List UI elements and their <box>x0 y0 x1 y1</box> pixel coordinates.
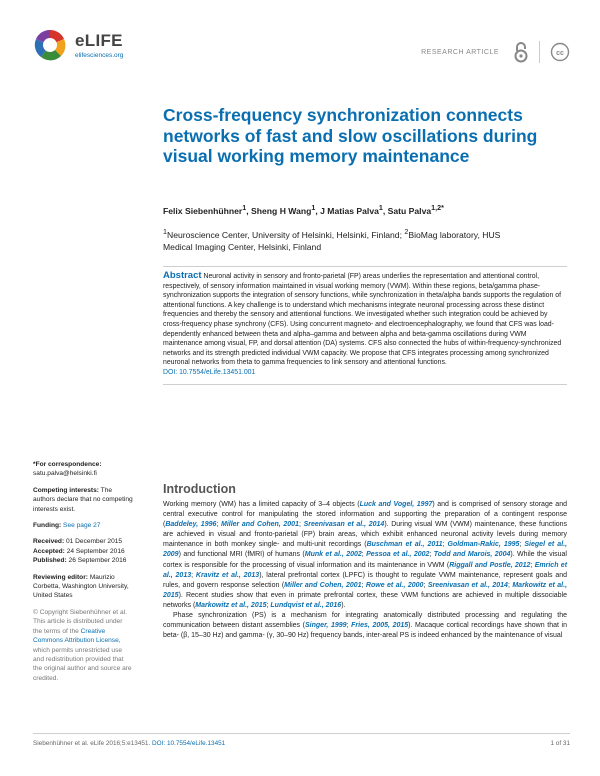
body-text: ; <box>519 541 525 549</box>
author-list: Felix Siebenhühner$^1$, Sheng H Wang$^1$, J Matias Palva$^1$, Satu Palva$^{1,2*}$ <box>163 204 444 216</box>
body-text: ; <box>298 521 304 529</box>
citation-link[interactable]: Riggall and Postle, 2012 <box>449 561 531 569</box>
citation-link[interactable]: Singer, 1999 <box>305 622 347 630</box>
article-info-sidebar <box>33 460 133 690</box>
body-text: ). While the visual cortex is responsible for the processing of visual information and its maintenance in VWM ( <box>163 551 567 569</box>
published-date: 26 September 2016 <box>68 557 127 565</box>
body-text: ) and is comprised of sensory storage and central executive control for manipulating the stored information and supporting the preparation of a contingent response ( <box>163 501 567 529</box>
body-text: ). Macaque cortical recordings have shown that in beta- (β, 15–30 Hz) and gamma- (γ, 30–90 Hz) frequency bands, inter-areal PS is indeed enhanced by the maintenance of visual <box>163 622 567 640</box>
citation-link[interactable]: Sreenivasan et al., 2014 <box>427 581 508 589</box>
copyright-text-end: which permits unrestricted use and redistribution provided that the original author and source are credited. <box>33 646 132 682</box>
body-text: ). <box>341 601 346 609</box>
author-name[interactable]: Satu Palva <box>387 205 432 216</box>
citation-link[interactable]: Fries, 2005, 2015 <box>351 622 409 630</box>
header-divider <box>539 41 540 63</box>
citation-link[interactable]: Baddeley, 1996 <box>165 521 217 529</box>
received-label: Received: <box>33 538 65 546</box>
affiliation-marker: 2 <box>404 228 409 236</box>
introduction-heading: Introduction <box>163 482 236 496</box>
received-date: 01 December 2015 <box>66 538 123 546</box>
creative-commons-icon[interactable] <box>550 42 570 62</box>
correspondence-email[interactable]: satu.palva@helsinki.fi <box>33 470 97 478</box>
body-text: ; <box>442 541 448 549</box>
body-text: ; <box>216 521 221 529</box>
body-text: ; <box>507 581 513 589</box>
elife-logo-icon <box>33 28 71 62</box>
open-access-icon[interactable] <box>513 40 529 64</box>
article-type: RESEARCH ARTICLE <box>421 48 499 56</box>
citation-link[interactable]: Kravitz et al., 2013 <box>195 571 260 579</box>
body-text: ; <box>266 601 271 609</box>
citation-link[interactable]: Lundqvist et al., 2016 <box>270 601 342 609</box>
copyright-notice <box>33 608 133 683</box>
author-affiliation-marker: 1 <box>242 204 247 212</box>
author-affiliation-marker: 1 <box>378 204 383 212</box>
abstract-text: Neuronal activity in sensory and fronto-parietal (FP) areas underlies the representation and attentional control, respectively, of sensory information maintained in visual working memory (VWM). Within these regions, beta/gamma phase-synchronization supports the integration of sensory functions, while synchronization in theta/alpha bands supports the regulation of attentional functions. A key challenge is to understand which mechanisms integrate neuronal processing across these distinct frequencies and thereby the sensory and attentional functions. We investigated whether such integration could be achieved by cross-frequency phase synchrony (CFS). Using concurrent magneto- and electroencephalography, we found that CFS was load-dependently enhanced between theta and alpha–gamma and between alpha and beta-gamma oscillations during VWM maintenance among visual, FP, and dorsal attention (DA) systems. CFS also connected the hubs of within-frequency-synchronized networks and its strength predicted individual VWM capacity. We propose that CFS integrates processing among synchronized neuronal networks from theta to gamma frequencies to link sensory and attentional functions. <box>163 273 562 367</box>
copyright-text: © Copyright Siebenhühner et al. This article is distributed under the terms of the <box>33 608 127 635</box>
citation-link[interactable]: Buschman et al., 2011 <box>366 541 443 549</box>
body-text: ; <box>530 561 535 569</box>
body-text: ) and functional MRI (fMRI) of humans ( <box>178 551 305 559</box>
abstract-doi-link[interactable]: DOI: 10.7554/eLife.13451.001 <box>163 368 256 376</box>
body-text: ; <box>346 622 352 630</box>
body-text: Phase synchronization (PS) is a mechanism for integrating anatomically distributed processing and regulating the communication between distant assemblies ( <box>163 612 567 630</box>
abstract-heading: Abstract <box>163 270 202 281</box>
abstract <box>163 266 567 385</box>
author-affiliation-marker: 1 <box>311 204 316 212</box>
citation-link[interactable]: Todd and Marois, 2004 <box>433 551 511 559</box>
body-text: Working memory (WM) has a limited capacity of 3–4 objects ( <box>163 501 360 508</box>
affiliation-text: Neuroscience Center, University of Helsinki, Helsinki, Finland; <box>166 229 405 240</box>
page-footer <box>33 733 570 747</box>
funding-label: Funding: <box>33 522 62 530</box>
body-text: ). During visual WM (VWM) maintenance, these functions are achieved in visual and fronto-parietal (FP) brain areas, which exhibit enhanced neuronal activity levels during memory maintenance in both monkey single- and multi-unit recordings ( <box>163 521 568 549</box>
citation-link[interactable]: Emrich et al., 2013 <box>163 561 568 579</box>
page-header <box>33 28 570 78</box>
citation-link[interactable]: Sreenivasan et al., 2014 <box>303 521 385 529</box>
author-name[interactable]: Sheng H Wang <box>251 205 312 216</box>
published-label: Published: <box>33 557 67 565</box>
logo-url[interactable]: elifesciences.org <box>75 51 124 59</box>
license-link[interactable]: Creative Commons Attribution License, <box>33 627 121 645</box>
citation-link[interactable]: Siegel et al., 2009 <box>163 541 568 559</box>
affiliation-marker: 1 <box>163 228 167 236</box>
citation-link[interactable]: Miller and Cohen, 2001 <box>284 581 362 589</box>
footer-doi-link[interactable]: DOI: 10.7554/eLife.13451 <box>152 740 226 747</box>
correspondence-label: *For correspondence: <box>33 461 102 468</box>
citation-link[interactable]: Goldman-Rakic, 1995 <box>447 541 520 549</box>
body-text: ; <box>361 551 367 559</box>
body-text: ; <box>429 551 434 559</box>
accepted-date: 24 September 2016 <box>66 547 125 555</box>
introduction-body <box>163 500 567 641</box>
affiliation-text: BioMag laboratory, HUS Medical Imaging Center, Helsinki, Finland <box>163 229 501 252</box>
elife-logo[interactable] <box>33 28 123 62</box>
author-name[interactable]: J Matias Palva <box>320 205 379 216</box>
citation-link[interactable]: Munk et al., 2002 <box>304 551 362 559</box>
introduction-paragraph <box>163 611 567 641</box>
competing-interests-label: Competing interests: <box>33 486 99 494</box>
logo-name: eLIFE <box>75 30 123 50</box>
citation-link[interactable]: Markowitz et al., 2015 <box>163 581 568 599</box>
citation-link[interactable]: Pessoa et al., 2002 <box>366 551 430 559</box>
author-affiliation-marker: 1,2* <box>431 204 444 212</box>
footer-citation: Siebenhühner et al. eLife 2016;5:e13451. <box>33 740 153 747</box>
competing-interests-text: The authors declare that no competing interests exist. <box>33 486 133 513</box>
introduction-paragraph <box>163 500 567 611</box>
affiliations <box>163 226 513 253</box>
citation-link[interactable]: Miller and Cohen, 2001 <box>220 521 299 529</box>
citation-link[interactable]: Rowe et al., 2000 <box>365 581 424 589</box>
citation-link[interactable]: Markowitz et al., 2015 <box>195 601 267 609</box>
body-text: ; <box>361 581 366 589</box>
cc-icon-label: cc <box>556 50 564 57</box>
reviewing-editor-name: Maurizio Corbetta, Washington University, United States <box>33 573 129 600</box>
reviewing-editor-label: Reviewing editor: <box>33 573 88 581</box>
body-text: ; <box>191 571 196 579</box>
accepted-label: Accepted: <box>33 547 65 555</box>
body-text: ), lateral prefrontal cortex (LPFC) is thought to regulate VWM maintenance, represent goals and rules, and govern response selection ( <box>163 571 567 589</box>
author-name[interactable]: Felix Siebenhühner <box>163 205 243 216</box>
funding-link[interactable]: See page 27 <box>63 522 101 530</box>
citation-link[interactable]: Luck and Vogel, 1997 <box>359 501 433 508</box>
body-text: ). Recent studies show that even in primate prefrontal cortex, these VWM functions are achieved in multiple dissociable networks ( <box>163 591 567 609</box>
article-title: Cross-frequency synchronization connects networks of fast and slow oscillations during visual working memory maintenance <box>163 105 538 166</box>
page-number: 1 of 31 <box>550 740 570 747</box>
body-text: ; <box>423 581 428 589</box>
